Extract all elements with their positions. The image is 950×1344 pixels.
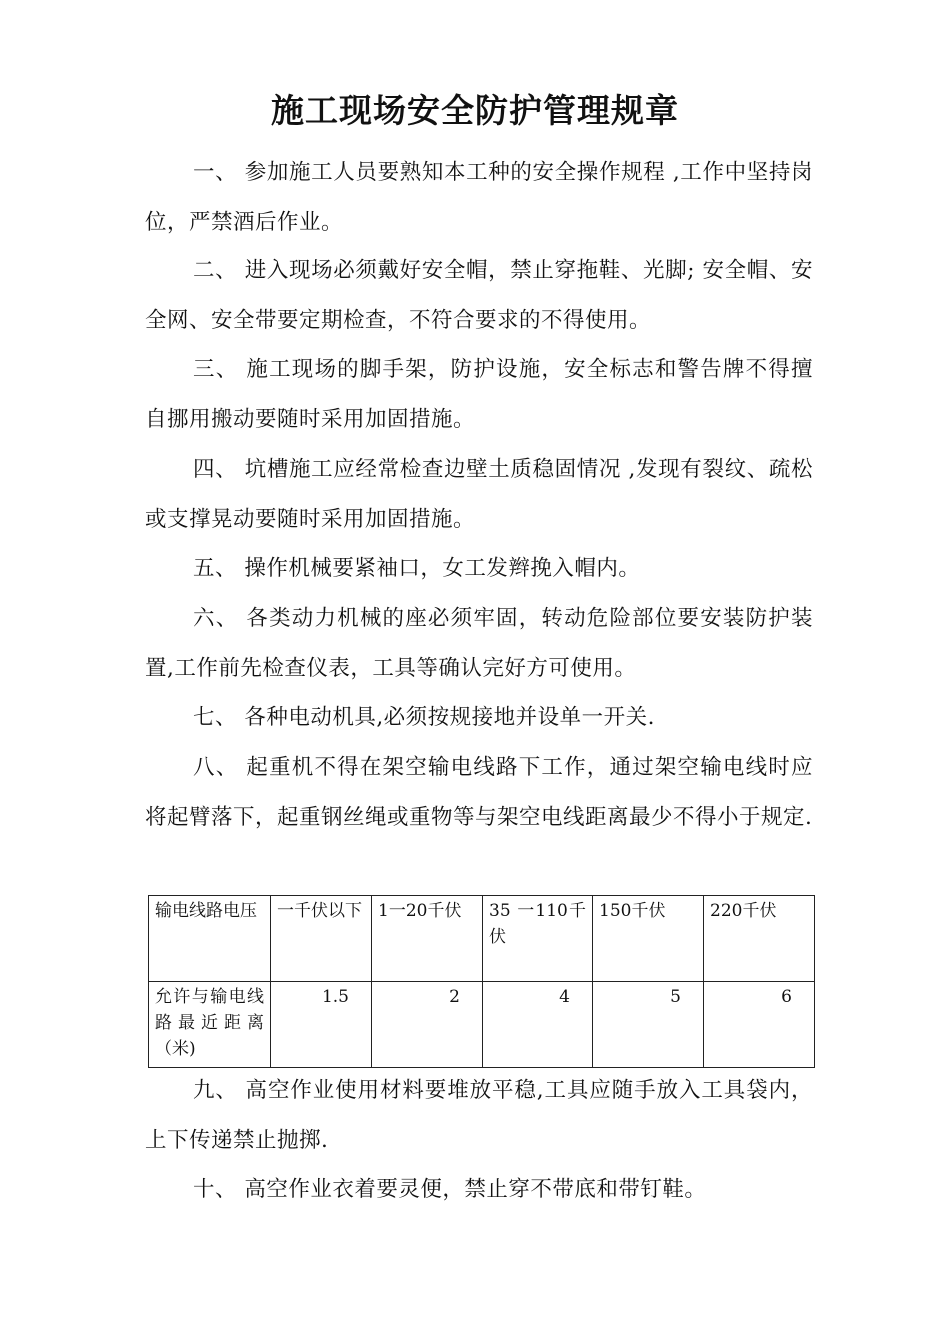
table-row bbox=[149, 896, 815, 982]
table-row bbox=[149, 982, 815, 1068]
paragraph-1: 一、 参加施工人员要熟知本工种的安全操作规程 ,工作中坚持岗位，严禁酒后作业。 bbox=[145, 160, 813, 235]
paragraph-5: 五、 操作机械要紧袖口，女工发辫挽入帽内。 bbox=[193, 556, 641, 581]
voltage-value: 220千伏 bbox=[710, 901, 777, 921]
table-cell bbox=[483, 896, 593, 982]
voltage-distance-table bbox=[148, 895, 815, 1068]
voltage-label: 输电线路电压 bbox=[155, 901, 257, 921]
table-cell bbox=[593, 896, 704, 982]
voltage-value: 150千伏 bbox=[599, 901, 666, 921]
distance-label: 允许与输电线路最近距离（米) bbox=[155, 987, 264, 1059]
paragraph-2: 二、 进入现场必须戴好安全帽，禁止穿拖鞋、光脚; 安全帽、安全网、安全带要定期检查，不符合要求的不得使用。 bbox=[145, 258, 813, 333]
paragraph-6: 六、 各类动力机械的座必须牢固，转动危险部位要安装防护装置,工作前先检查仪表，工具等确认完好方可使用。 bbox=[145, 606, 813, 681]
voltage-value: 一千伏以下 bbox=[277, 901, 362, 921]
table-cell: 5 bbox=[593, 982, 704, 1068]
table-header-cell bbox=[149, 982, 271, 1068]
document-title: 施工现场安全防护管理规章 bbox=[271, 91, 679, 130]
table-cell: 1.5 bbox=[271, 982, 372, 1068]
paragraph-8: 八、 起重机不得在架空输电线路下工作，通过架空输电线时应将起臂落下，起重钢丝绳或重物等与架空电线距离最少不得小于规定. bbox=[145, 755, 813, 830]
paragraph-7: 七、 各种电动机具,必须按规接地并设单一开关. bbox=[193, 705, 656, 730]
table-cell: 2 bbox=[372, 982, 483, 1068]
paragraph-10: 十、 高空作业衣着要灵便，禁止穿不带底和带钉鞋。 bbox=[193, 1177, 707, 1202]
table-cell: 4 bbox=[483, 982, 593, 1068]
table-cell bbox=[372, 896, 483, 982]
voltage-value: 35 一110千伏 bbox=[489, 901, 586, 947]
table-cell bbox=[271, 896, 372, 982]
table-cell: 6 bbox=[704, 982, 815, 1068]
paragraph-4: 四、 坑槽施工应经常检查边壁土质稳固情况 ,发现有裂纹、疏松或支撑晃动要随时采用加固措施。 bbox=[145, 457, 813, 532]
paragraph-9: 九、 高空作业使用材料要堆放平稳,工具应随手放入工具袋内，上下传递禁止抛掷. bbox=[145, 1078, 813, 1153]
table-header-cell bbox=[149, 896, 271, 982]
voltage-value: 1一20千伏 bbox=[378, 901, 462, 921]
table-cell bbox=[704, 896, 815, 982]
paragraph-3: 三、 施工现场的脚手架，防护设施，安全标志和警告牌不得擅自挪用搬动要随时采用加固措施。 bbox=[145, 357, 813, 432]
